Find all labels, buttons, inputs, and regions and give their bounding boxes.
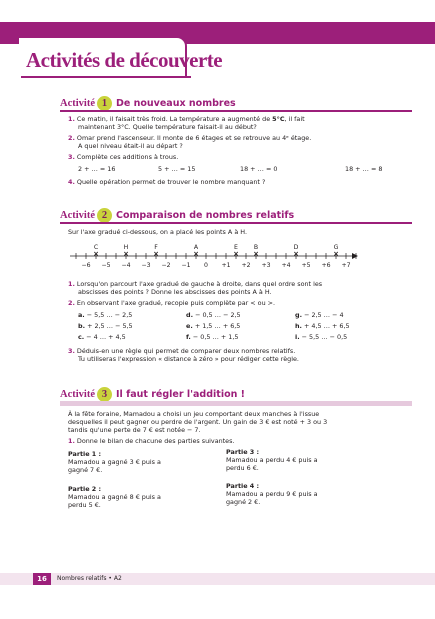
activity-word: Activité: [60, 97, 95, 109]
part-text: gagné 7 €.: [68, 466, 103, 474]
axis-number: +6: [321, 262, 331, 269]
part-title: Partie 1 :: [68, 450, 102, 458]
axis-number: −6: [81, 262, 91, 269]
activity-divider: [60, 110, 412, 112]
activity-title: Il faut régler l'addition !: [115, 388, 246, 400]
comparison-item: f. − 0,5 … + 1,5: [186, 333, 239, 341]
sum-item: 18 + … = 8: [345, 165, 383, 173]
part-text: perdu 6 €.: [226, 464, 259, 472]
axis-number: 0: [204, 262, 208, 269]
comparison-item: b. + 2,5 … − 5,5: [78, 322, 133, 330]
axis-point-marker: ×: [123, 250, 129, 258]
axis-number: −3: [141, 262, 151, 269]
axis-number: +3: [261, 262, 271, 269]
axis-point-marker: ×: [233, 250, 239, 258]
activity-2-question-1: 1. Lorsqu'on parcourt l'axe gradué de gauche à droite, dans quel ordre sont les: [68, 280, 323, 288]
axis-point-label: A: [193, 244, 199, 251]
activity-word: Activité: [60, 209, 95, 221]
activity-1-question-3: 3. Complète ces additions à trous.: [68, 153, 179, 161]
activity-3-header: [60, 386, 245, 402]
axis-number: −4: [121, 262, 131, 269]
activity-title: Comparaison de nombres relatifs: [115, 209, 295, 221]
axis-number: −5: [101, 262, 111, 269]
axis-point-label: F: [154, 244, 158, 251]
activity-1-question-4: 4. Quelle opération permet de trouver le nombre manquant ?: [68, 178, 266, 186]
sum-item: 2 + … = 16: [78, 165, 116, 173]
title-underline: [21, 76, 191, 78]
activity-2-question-1-line-2: abscisses des points ? Donne les abscisses des points A à H.: [78, 288, 272, 296]
activity-2-question-2: 2. En observant l'axe gradué, recopie puis complète par < ou >.: [68, 299, 276, 307]
part-text: Mamadou a perdu 9 € puis a: [226, 490, 318, 498]
axis-point-marker: ×: [253, 250, 259, 258]
activity-1-question-1-line-2: maintenant 3°C. Quelle température faisait-il au début?: [78, 123, 257, 131]
part-text: Mamadou a perdu 4 € puis a: [226, 456, 318, 464]
chapter-label: Nombres relatifs • A2: [57, 575, 122, 582]
axis-number: +2: [241, 262, 251, 269]
page-title: Activités de découverte: [26, 48, 223, 72]
activity-3-intro-line-2: desquelles il peut gagner ou perdre de l'argent. Un gain de 3 € est noté + 3 ou 3: [68, 418, 328, 426]
activity-2-question-3: 3. Déduis-en une règle qui permet de comparer deux nombres relatifs.: [68, 347, 296, 355]
axis-number: +1: [221, 262, 231, 269]
sum-item: 5 + … = 15: [158, 165, 196, 173]
activity-number-badge: 3: [97, 387, 112, 402]
activity-2-intro: Sur l'axe gradué ci-dessous, on a placé les points A à H.: [68, 228, 247, 236]
activity-1-question-2: 2. Omar prend l'ascenseur. Il monte de 6 étages et se retrouve au 4ᵉ étage.: [68, 134, 312, 142]
comparison-item: d. − 0,5 … − 2,5: [186, 311, 241, 319]
axis-number: −1: [181, 262, 191, 269]
activity-3-intro-line-3: tandis qu'une perte de 7 € est notée − 7.: [68, 426, 201, 434]
axis-point-marker: ×: [293, 250, 299, 258]
axis-point-marker: ×: [93, 250, 99, 258]
axis-point-marker: ×: [193, 250, 199, 258]
part-text: gagné 2 €.: [226, 498, 261, 506]
axis-number: +4: [281, 262, 291, 269]
comparison-item: e. + 1,5 … + 6,5: [186, 322, 241, 330]
axis-point-label: G: [333, 244, 339, 251]
part-title: Partie 2 :: [68, 485, 102, 493]
activity-2-question-3-line-2: Tu utiliseras l'expression « distance à zéro » pour rédiger cette règle.: [78, 355, 299, 363]
comparison-item: a. − 5,5 … − 2,5: [78, 311, 133, 319]
part-title: Partie 4 :: [226, 482, 260, 490]
comparison-item: i. − 5,5 … − 0,5: [295, 333, 348, 341]
number-line: [68, 244, 358, 279]
part-text: Mamadou a gagné 3 € puis a: [68, 458, 161, 466]
axis-point-marker: ×: [153, 250, 159, 258]
activity-number-badge: 2: [97, 208, 112, 223]
activity-divider: [60, 401, 412, 406]
comparison-item: c. − 4 … + 4,5: [78, 333, 126, 341]
axis-point-label: D: [293, 244, 299, 251]
part-title: Partie 3 :: [226, 448, 260, 456]
activity-3-intro-line-1: À la fête foraine, Mamadou a choisi un jeu comportant deux manches à l'issue: [68, 410, 320, 418]
sum-item: 18 + … = 0: [240, 165, 278, 173]
activity-2-header: [60, 207, 294, 223]
activity-1-question-1: 1. Ce matin, il faisait très froid. La température a augmenté de 5°C, il fait: [68, 115, 305, 123]
axis-point-label: B: [253, 244, 259, 251]
activity-number-badge: 1: [97, 96, 112, 111]
axis-point-label: H: [123, 244, 129, 251]
comparison-item: h. + 4,5 … + 6,5: [295, 322, 350, 330]
part-text: perdu 5 €.: [68, 501, 101, 509]
activity-title: De nouveaux nombres: [115, 97, 236, 109]
part-text: Mamadou a gagné 8 € puis a: [68, 493, 161, 501]
axis-point-label: C: [93, 244, 99, 251]
activity-3-question-1: 1. Donne le bilan de chacune des parties suivantes.: [68, 437, 235, 445]
page-number: 16: [33, 573, 51, 585]
activity-word: Activité: [60, 388, 95, 400]
axis-point-marker: ×: [333, 250, 339, 258]
axis-number: +5: [301, 262, 311, 269]
activity-divider: [60, 222, 412, 224]
comparison-item: g. − 2,5 … − 4: [295, 311, 344, 319]
axis-number: −2: [161, 262, 171, 269]
activity-1-header: [60, 95, 236, 111]
axis-point-label: E: [234, 244, 238, 251]
activity-1-question-2-line-2: A quel niveau était-il au départ ?: [78, 142, 183, 150]
axis-number: +7: [341, 262, 351, 269]
